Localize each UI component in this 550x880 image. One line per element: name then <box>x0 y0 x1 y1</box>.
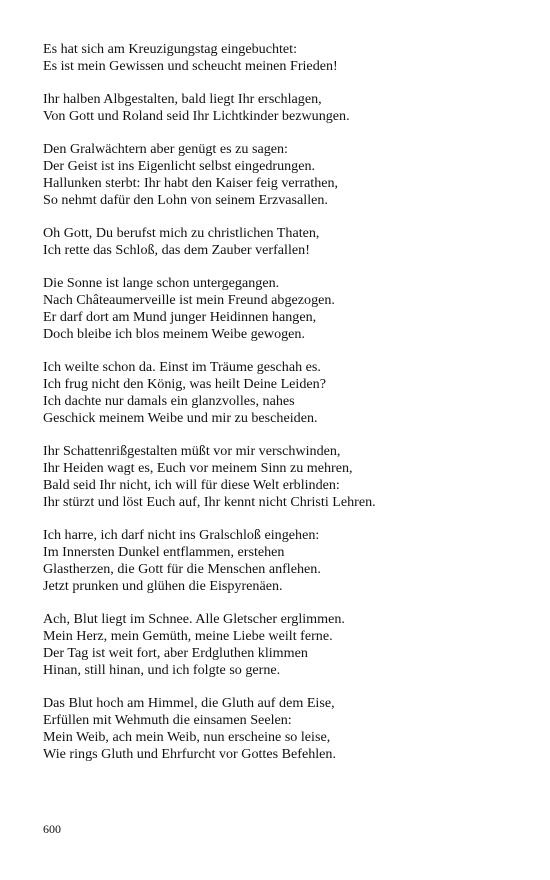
verse-line: So nehmt dafür den Lohn von seinem Erzvasallen. <box>43 192 328 208</box>
verse-line: Hallunken sterbt: Ihr habt den Kaiser feig verrathen, <box>43 175 339 191</box>
verse-line: Ach, Blut liegt im Schnee. Alle Gletscher erglimmen. <box>43 611 345 627</box>
verse-line: Nach Châteaumerveille ist mein Freund abgezogen. <box>43 292 335 308</box>
verse-line: Es ist mein Gewissen und scheucht meinen Frieden! <box>43 58 338 74</box>
verse-line: Ihr Heiden wagt es, Euch vor meinem Sinn zu mehren, <box>43 460 353 476</box>
verse-line: Ich frug nicht den König, was heilt Deine Leiden? <box>43 376 326 392</box>
poem-text <box>43 41 533 779</box>
verse-line: Ich weilte schon da. Einst im Träume geschah es. <box>43 359 321 375</box>
verse-line: Wie rings Gluth und Ehrfurcht vor Gottes Befehlen. <box>43 746 336 762</box>
stanza <box>43 695 533 763</box>
verse-line: Von Gott und Roland seid Ihr Lichtkinder bezwungen. <box>43 108 350 124</box>
verse-line: Mein Herz, mein Gemüth, meine Liebe weilt ferne. <box>43 628 333 644</box>
verse-line: Ihr stürzt und löst Euch auf, Ihr kennt nicht Christi Lehren. <box>43 494 376 510</box>
verse-line: Ihr halben Albgestalten, bald liegt Ihr erschlagen, <box>43 91 322 107</box>
verse-line: Ich rette das Schloß, das dem Zauber verfallen! <box>43 242 310 258</box>
verse-line: Den Gralwächtern aber genügt es zu sagen: <box>43 141 288 157</box>
verse-line: Bald seid Ihr nicht, ich will für diese Welt erblinden: <box>43 477 340 493</box>
verse-line: Doch bleibe ich blos meinem Weibe gewogen. <box>43 326 306 342</box>
verse-line: Geschick meinem Weibe und mir zu bescheiden. <box>43 410 318 426</box>
verse-line: Jetzt prunken und glühen die Eispyrenäen. <box>43 578 283 594</box>
stanza <box>43 225 533 259</box>
stanza <box>43 91 533 125</box>
verse-line: Oh Gott, Du berufst mich zu christlichen Thaten, <box>43 225 320 241</box>
verse-line: Der Tag ist weit fort, aber Erdgluthen klimmen <box>43 645 308 661</box>
verse-line: Glastherzen, die Gott für die Menschen anflehen. <box>43 561 321 577</box>
verse-line: Erfüllen mit Wehmuth die einsamen Seelen: <box>43 712 292 728</box>
stanza <box>43 141 533 209</box>
verse-line: Der Geist ist ins Eigenlicht selbst eingedrungen. <box>43 158 316 174</box>
verse-line: Im Innersten Dunkel entflammen, erstehen <box>43 544 285 560</box>
stanza <box>43 275 533 343</box>
verse-line: Es hat sich am Kreuzigungstag eingebuchtet: <box>43 41 298 57</box>
verse-line: Hinan, still hinan, und ich folgte so gerne. <box>43 662 281 678</box>
verse-line: Mein Weib, ach mein Weib, nun erscheine so leise, <box>43 729 331 745</box>
verse-line: Die Sonne ist lange schon untergegangen. <box>43 275 280 291</box>
verse-line: Das Blut hoch am Himmel, die Gluth auf dem Eise, <box>43 695 335 711</box>
stanza <box>43 359 533 427</box>
verse-line: Er darf dort am Mund junger Heidinnen hangen, <box>43 309 317 325</box>
stanza <box>43 611 533 679</box>
stanza <box>43 41 533 75</box>
stanza <box>43 443 533 511</box>
verse-line: Ihr Schattenrißgestalten müßt vor mir verschwinden, <box>43 443 341 459</box>
verse-line: Ich dachte nur damals ein glanzvolles, nahes <box>43 393 295 409</box>
stanza <box>43 527 533 595</box>
verse-line: Ich harre, ich darf nicht ins Gralschloß eingehen: <box>43 527 320 543</box>
page-number: 600 <box>43 822 61 836</box>
